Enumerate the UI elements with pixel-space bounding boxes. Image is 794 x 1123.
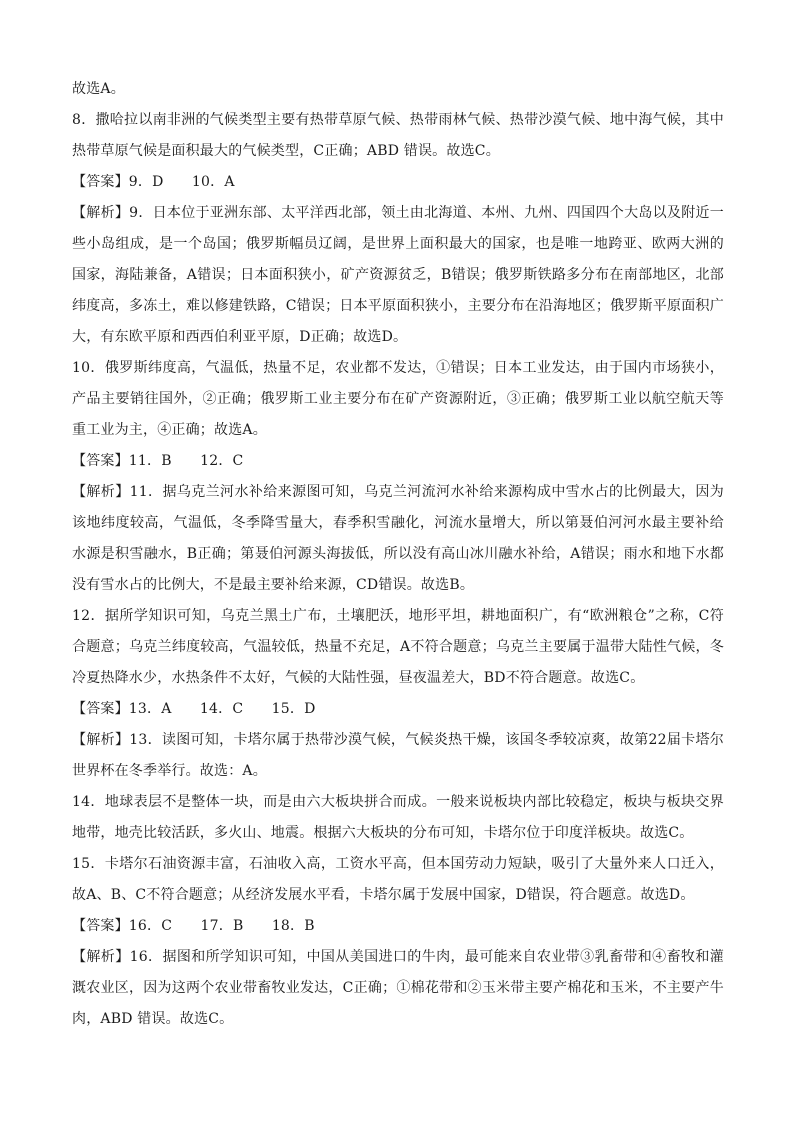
explanation-q9: 【解析】9．日本位于亚洲东部、太平洋西北部，领土由北海道、本州、九州、四国四个大岛以及附近一些小岛组成，是一个岛国；俄罗斯幅员辽阔，是世界上面积最大的国家，也是唯一地跨亚、欧两大洲的国家，海陆兼备，A错误；日本面积狭小，矿产资源贫乏，B错误；俄罗斯铁路多分布在南部地区，北部纬度高，多冻土，难以修建铁路，C错误；日本平原面积狭小，主要分布在沿海地区；俄罗斯平原面积广大，有东欧平原和西西伯利亚平原，D正确；故选D。 xyxy=(72,205,724,345)
explanation-q15: 15．卡塔尔石油资源丰富，石油收入高，工资水平高，但本国劳动力短缺，吸引了大量外来人口迁入，故A、B、C不符合题意；从经济发展水平看，卡塔尔属于发展中国家，D错误，符合题意。故选D。 xyxy=(72,856,724,903)
answer-key-11-12: 【答案】11．B 12．C xyxy=(72,453,244,469)
explanation-q13: 【解析】13．读图可知，卡塔尔属于热带沙漠气候，气候炎热干燥，该国冬季较凉爽，故第22届卡塔尔世界杯在冬季举行。故选：A。 xyxy=(72,732,724,779)
explanation-q8: 8．撒哈拉以南非洲的气候类型主要有热带草原气候、热带雨林气候、热带沙漠气候、地中海气候，其中热带草原气候是面积最大的气候类型，C正确；ABD 错误。故选C。 xyxy=(72,112,724,159)
explanation-q11: 【解析】11．据乌克兰河水补给来源图可知，乌克兰河流河水补给来源构成中雪水占的比例最大，因为该地纬度较高，气温低，冬季降雪量大，春季积雪融化，河流水量增大，所以第聂伯河河水最主要补给水源是积雪融水，B正确；第聂伯河源头海拔低，所以没有高山冰川融水补给，A错误；雨水和地下水都没有雪水占的比例大，不是最主要补给来源，CD错误。故选B。 xyxy=(72,484,724,593)
answer-conclusion-7: 故选A。 xyxy=(72,81,125,97)
answer-key-13-15: 【答案】13．A 14．C 15．D xyxy=(72,701,316,717)
answer-key-9-10: 【答案】9．D 10．A xyxy=(72,174,235,190)
document-page xyxy=(72,0,724,1035)
explanation-q10: 10．俄罗斯纬度高，气温低，热量不足，农业都不发达，①错误；日本工业发达，由于国内市场狭小，产品主要销往国外，②正确；俄罗斯工业主要分布在矿产资源附近，③正确；俄罗斯工业以航空航天等重工业为主，④正确；故选A。 xyxy=(72,360,724,438)
explanation-q14: 14．地球表层不是整体一块，而是由六大板块拼合而成。一般来说板块内部比较稳定，板块与板块交界地带，地壳比较活跃，多火山、地震。根据六大板块的分布可知，卡塔尔位于印度洋板块。故选C。 xyxy=(72,794,724,841)
explanation-q16: 【解析】16．据图和所学知识可知，中国从美国进口的牛肉，最可能来自农业带③乳畜带和④畜牧和灌溉农业区，因为这两个农业带畜牧业发达，C正确；①棉花带和②玉米带主要产棉花和玉米，不主要产牛肉，ABD 错误。故选C。 xyxy=(72,949,724,1027)
answer-key-16-18: 【答案】16．C 17．B 18．B xyxy=(72,918,315,934)
explanation-q12: 12．据所学知识可知，乌克兰黑土广布，土壤肥沃，地形平坦，耕地面积广，有“欧洲粮仓”之称，C符合题意；乌克兰纬度较高，气温较低，热量不充足，A不符合题意；乌克兰主要属于温带大陆性气候，冬冷夏热降水少，水热条件不太好，气候的大陆性强，昼夜温差大，BD不符合题意。故选C。 xyxy=(72,608,724,686)
